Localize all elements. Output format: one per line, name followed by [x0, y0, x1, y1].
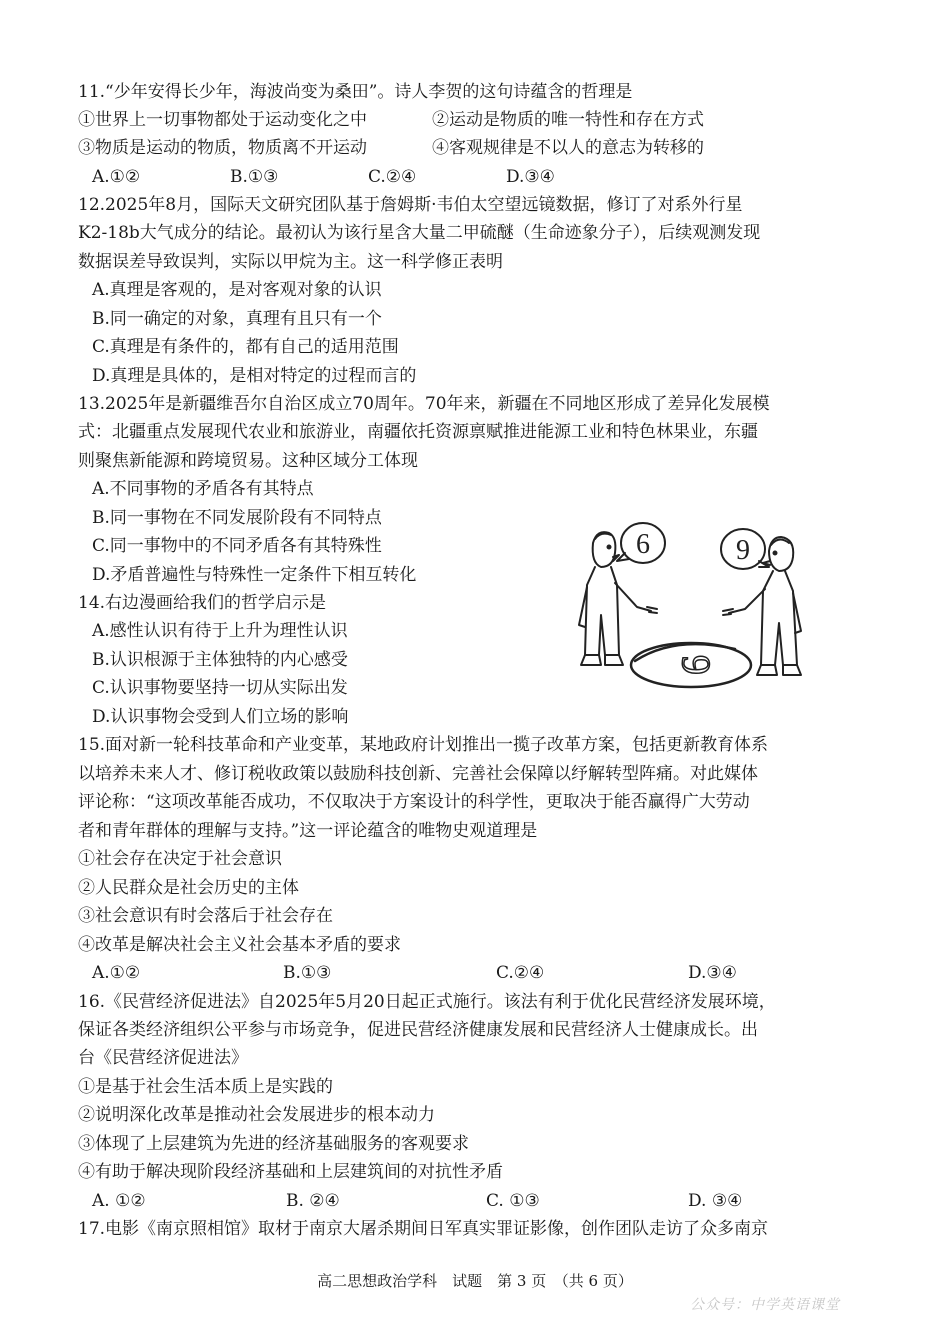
q11-statement-3: ③物质是运动的物质，物质离不开运动: [78, 138, 367, 158]
q15-stem-line-2: 以培养未来人才、修订税收政策以鼓励科技创新、完善社会保障以纾解转型阵痛。对此媒体: [78, 764, 758, 784]
q12-choice-a: A.真理是客观的，是对客观对象的认识: [92, 280, 382, 300]
right-bubble-digit: 9: [736, 535, 750, 566]
q14-choice-d: D.认识事物会受到人们立场的影响: [92, 707, 349, 727]
q12-stem-line-2: K2-18b大气成分的结论。最初认为该行星含大量二甲硫醚（生命迹象分子），后续观测发现: [78, 223, 761, 243]
q16-choice-c: C. ①③: [486, 1191, 540, 1211]
q15-choice-b: B.①③: [283, 963, 332, 983]
q12-stem-line-1: 12.2025年8月，国际天文研究团队基于詹姆斯·韦伯太空望远镜数据，修订了对系外行星: [78, 195, 743, 215]
q17-stem-line-1: 17.电影《南京照相馆》取材于南京大屠杀期间日军真实罪证影像，创作团队走访了众多南京: [78, 1219, 769, 1239]
q15-stem-line-1: 15.面对新一轮科技革命和产业变革，某地政府计划推出一揽子改革方案，包括更新教育体系: [78, 735, 769, 755]
q16-statement-4: ④有助于解决现阶段经济基础和上层建筑间的对抗性矛盾: [78, 1162, 503, 1182]
q15-stem-line-3: 评论称：“这项改革能否成功，不仅取决于方案设计的科学性，更取决于能否赢得广大劳动: [78, 792, 750, 812]
q13-choice-d: D.矛盾普遍性与特殊性一定条件下相互转化: [92, 565, 417, 585]
q12-choice-d: D.真理是具体的，是相对特定的过程而言的: [92, 366, 417, 386]
q12-choice-b: B.同一确定的对象，真理有且只有一个: [92, 309, 382, 329]
watermark: 公众号：中学英语课堂: [690, 1297, 840, 1313]
q16-statement-1: ①是基于社会生活本质上是实践的: [78, 1077, 333, 1097]
q13-choice-c: C.同一事物中的不同矛盾各有其特殊性: [92, 536, 382, 556]
q11-choice-b: B.①③: [230, 167, 279, 187]
q15-statement-2: ②人民群众是社会历史的主体: [78, 878, 299, 898]
q16-stem-line-1: 16.《民营经济促进法》自2025年5月20日起正式施行。该法有利于优化民营经济发展环境，: [78, 992, 776, 1012]
q16-choice-d: D. ③④: [688, 1191, 743, 1211]
q13-choice-a: A.不同事物的矛盾各有其特点: [92, 479, 314, 499]
q14-choice-b: B.认识根源于主体独特的内心感受: [92, 650, 348, 670]
left-bubble-digit: 6: [636, 529, 650, 560]
q11-stem: 11.“少年安得长少年，海波尚变为桑田”。诗人李贺的这句诗蕴含的哲理是: [78, 82, 633, 102]
q16-choice-b: B. ②④: [286, 1191, 340, 1211]
q16-statement-3: ③体现了上层建筑为先进的经济基础服务的客观要求: [78, 1134, 469, 1154]
q13-stem-line-2: 式：北疆重点发展现代农业和旅游业，南疆依托资源禀赋推进能源工业和特色林果业，东疆: [78, 422, 758, 442]
q12-choice-c: C.真理是有条件的，都有自己的适用范围: [92, 337, 399, 357]
q14-choice-a: A.感性认识有待于上升为理性认识: [92, 621, 348, 641]
q16-stem-line-2: 保证各类经济组织公平参与市场竞争，促进民营经济健康发展和民营经济人士健康成长。出: [78, 1020, 758, 1040]
q15-statement-1: ①社会存在决定于社会意识: [78, 849, 282, 869]
six-nine-cartoon: [565, 515, 865, 695]
q15-statement-4: ④改革是解决社会主义社会基本矛盾的要求: [78, 935, 401, 955]
q11-statement-2: ②运动是物质的唯一特性和存在方式: [432, 110, 704, 130]
q15-statement-3: ③社会意识有时会落后于社会存在: [78, 906, 333, 926]
q11-statement-4: ④客观规律是不以人的意志为转移的: [432, 138, 704, 158]
q16-statement-2: ②说明深化改革是推动社会发展进步的根本动力: [78, 1105, 435, 1125]
q16-stem-line-3: 台《民营经济促进法》: [78, 1048, 248, 1068]
q15-stem-line-4: 者和青年群体的理解与支持。”这一评论蕴含的唯物史观道理是: [78, 821, 538, 841]
q13-choice-b: B.同一事物在不同发展阶段有不同特点: [92, 508, 382, 528]
q13-stem-line-3: 则聚焦新能源和跨境贸易。这种区域分工体现: [78, 451, 418, 471]
q11-choice-d: D.③④: [506, 167, 555, 187]
q11-statement-1: ①世界上一切事物都处于运动变化之中: [78, 110, 367, 130]
q12-stem-line-3: 数据误差导致误判，实际以甲烷为主。这一科学修正表明: [78, 252, 503, 272]
q15-choice-c: C.②④: [496, 963, 545, 983]
q11-choice-a: A.①②: [92, 167, 141, 187]
q14-choice-c: C.认识事物要坚持一切从实际出发: [92, 678, 348, 698]
q13-stem-line-1: 13.2025年是新疆维吾尔自治区成立70周年。70年来，新疆在不同地区形成了差异化发展模: [78, 394, 770, 414]
q16-choice-a: A. ①②: [92, 1191, 146, 1211]
floor-digit: 6: [673, 655, 718, 675]
q15-choice-d: D.③④: [688, 963, 737, 983]
q15-choice-a: A.①②: [92, 963, 141, 983]
page-footer: 高二思想政治学科 试题 第 3 页 （共 6 页）: [317, 1272, 633, 1290]
q11-choice-c: C.②④: [368, 167, 417, 187]
q14-stem: 14.右边漫画给我们的哲学启示是: [78, 593, 327, 613]
